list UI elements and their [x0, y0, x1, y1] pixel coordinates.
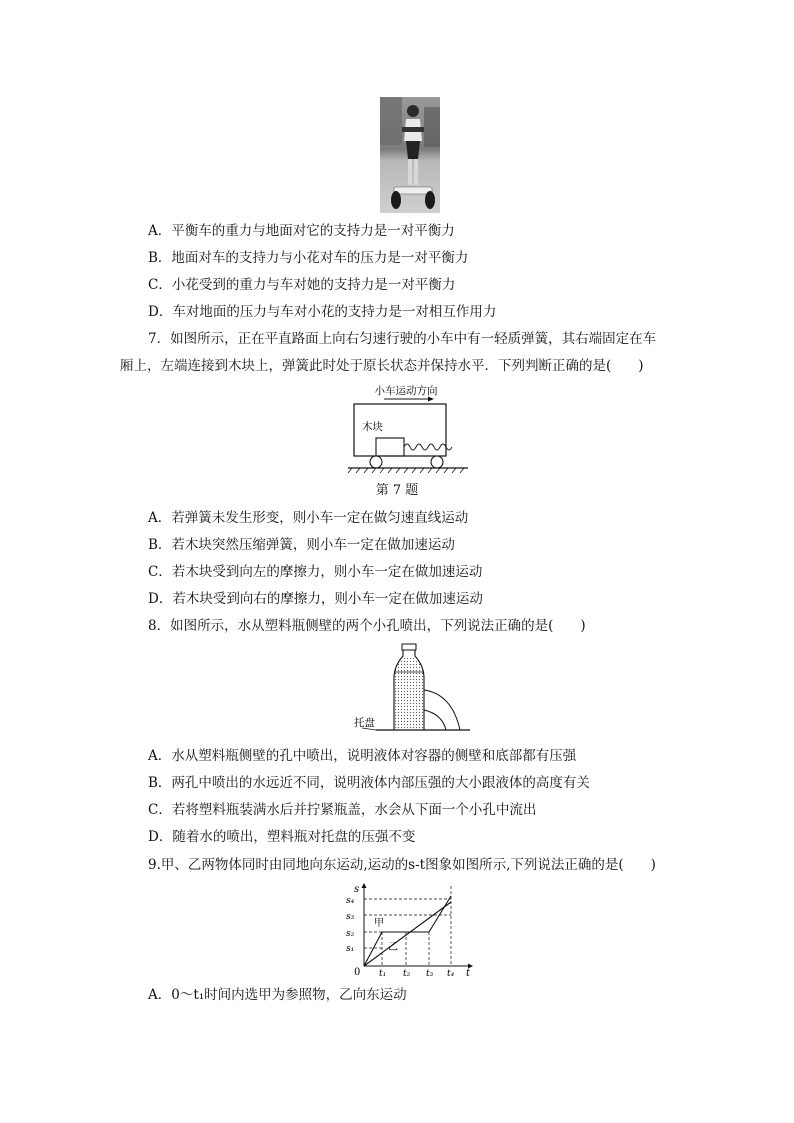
q6-option-d: D．车对地面的压力与车对小花的支持力是一对相互作用力 [148, 304, 497, 320]
q7-option-b: B．若木块突然压缩弹簧，则小车一定在做加速运动 [148, 537, 455, 553]
q8-stem: 8．如图所示，水从塑料瓶侧壁的两个小孔喷出，下列说法正确的是( ) [148, 618, 586, 634]
q6-option-c: C．小花受到的重力与车对她的支持力是一对平衡力 [148, 277, 456, 293]
x-tick-t4: t₄ [447, 969, 455, 977]
balance-scooter-photo [380, 97, 440, 213]
label-yi: 乙 [388, 942, 398, 953]
q8-option-b: B．两孔中喷出的水远近不同，说明液体内部压强的大小跟液体的高度有关 [148, 775, 590, 791]
block-label: 木块 [362, 421, 383, 433]
direction-label: 小车运动方向 [374, 385, 438, 397]
q7-option-a: A．若弹簧未发生形变，则小车一定在做匀速直线运动 [148, 510, 469, 526]
q7-stem-line2: 厢上，左端连接到木块上，弹簧此时处于原长状态并保持水平．下列判断正确的是( ) [120, 358, 644, 374]
q8-option-c: C．若将塑料瓶装满水后并拧紧瓶盖，水会从下面一个小孔中流出 [148, 802, 537, 818]
origin-label: 0 [354, 967, 361, 977]
x-tick-t3: t₃ [426, 969, 434, 977]
line-yi [364, 902, 451, 966]
q7-stem-line1: 7．如图所示，正在平直路面上向右匀速行驶的小车中有一轻质弹簧，其右端固定在车 [148, 331, 657, 347]
q7-figure-caption: 第 7 题 [375, 483, 419, 498]
q9-option-a: A．0～t₁时间内选甲为参照物，乙向东运动 [148, 987, 407, 1003]
tray-label: 托盘 [354, 717, 375, 729]
q7-option-c: C．若木块受到向左的摩擦力，则小车一定在做加速运动 [148, 564, 483, 580]
label-jia: 甲 [374, 918, 384, 929]
q6-option-b: B．地面对车的支持力与小花对车的压力是一对平衡力 [148, 250, 469, 266]
x-tick-t2: t₂ [403, 969, 411, 977]
x-axis-label: t [466, 968, 471, 977]
y-axis-label: s [354, 884, 360, 895]
cart-spring-figure [340, 382, 472, 474]
q8-option-d: D．随着水的喷出，塑料瓶对托盘的压强不变 [148, 829, 416, 845]
q8-option-a: A．水从塑料瓶侧壁的孔中喷出，说明液体对容器的侧壁和底部都有压强 [148, 748, 577, 764]
q7-option-d: D．若木块受到向右的摩擦力，则小车一定在做加速运动 [148, 591, 483, 607]
q6-option-a: A．平衡车的重力与地面对它的支持力是一对平衡力 [148, 223, 455, 239]
y-tick-s3: s₃ [346, 912, 355, 922]
y-tick-s4: s₄ [346, 896, 355, 906]
y-tick-s2: s₂ [346, 929, 355, 939]
s-t-graph [340, 880, 475, 977]
x-tick-t1: t₁ [379, 969, 387, 977]
line-jia [364, 896, 451, 966]
q9-stem: 9.甲、乙两物体同时由同地向东运动,运动的s-t图象如图所示,下列说法正确的是( ) [148, 857, 656, 873]
y-tick-s1: s₁ [346, 944, 355, 954]
bottle-figure [352, 642, 470, 738]
